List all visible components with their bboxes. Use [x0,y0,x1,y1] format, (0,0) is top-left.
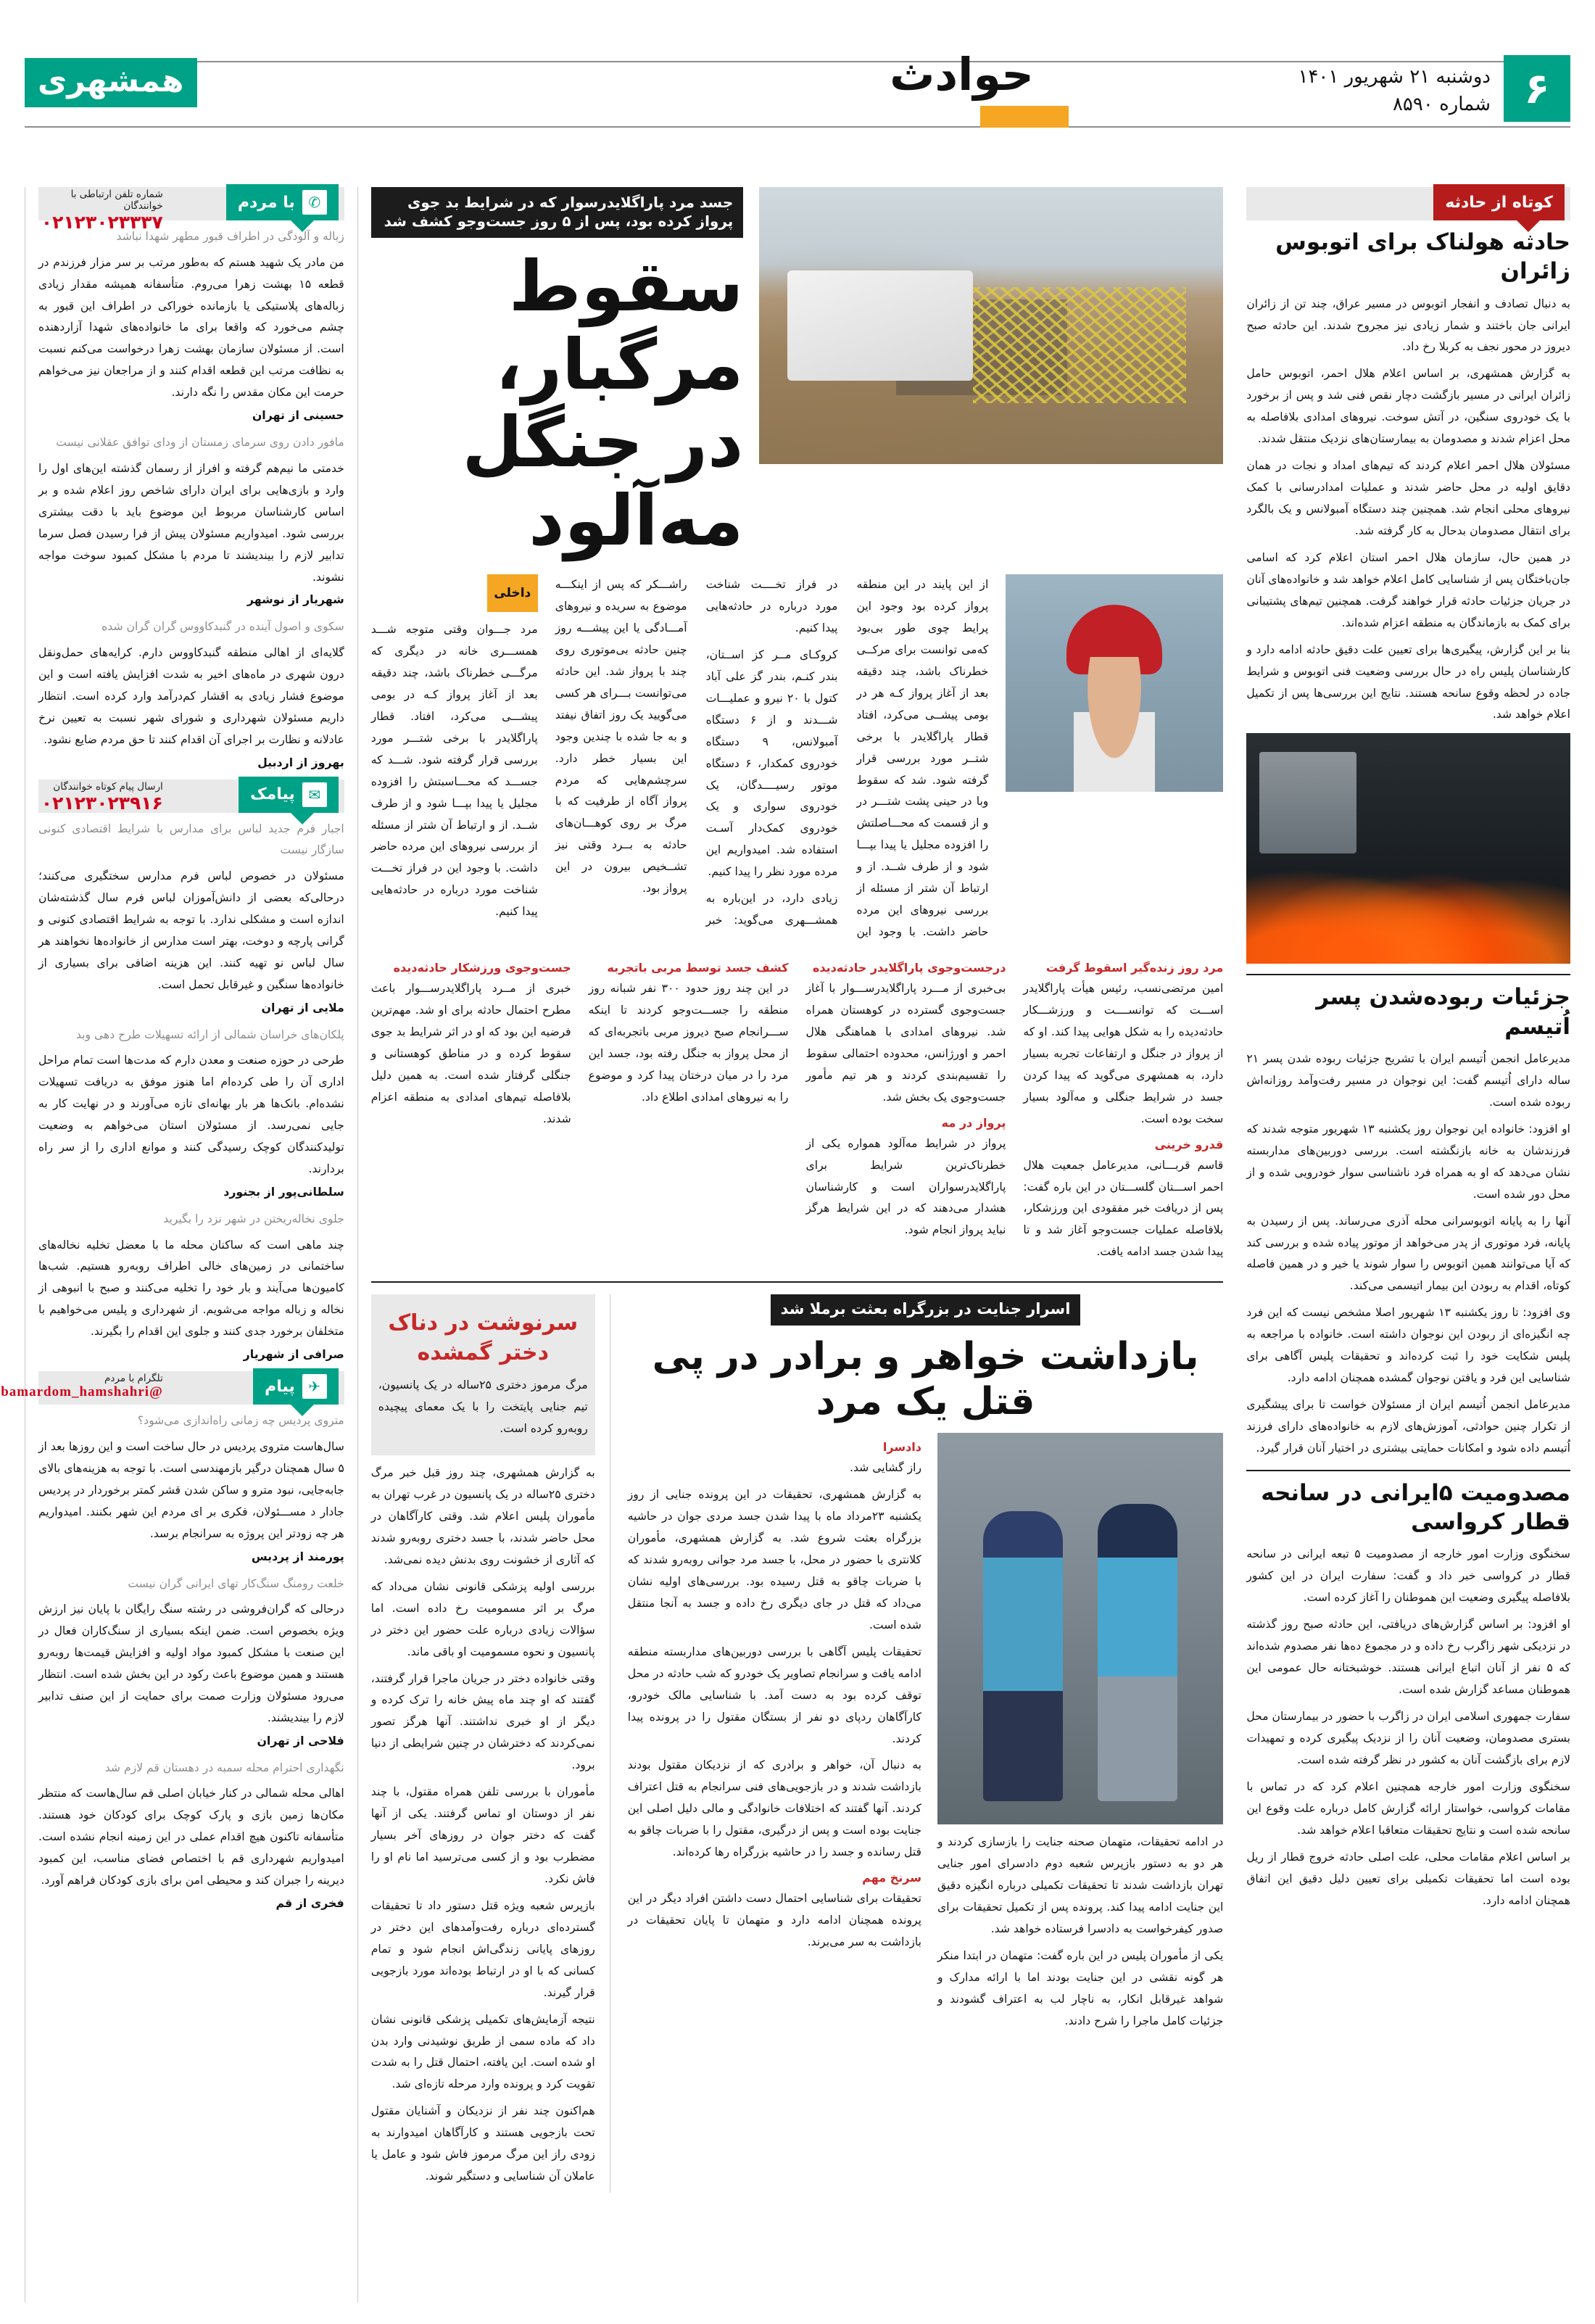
murder-story-lead [628,1457,921,1864]
paragraph: مأموران با بررسی تلفن همراه مقتول، با چند نفر از دوستان او تماس گرفتند. یکی از آنها گفت که دختر جوان در روزهای آخر بسیار مضطرب بود و از کسی می‌ترسید اما نام او را فاش نکرد. [370,1785,595,1885]
message-contact [1,1373,163,1401]
reader-item-lead: جلوی نخاله‌ریختن در شهر نزد را بگیرید [163,1212,344,1225]
paragraph: سخنگوی وزارت امور خارجه از مصدومیت ۵ تبعه ایرانی در سانحه قطار در کرواسی خبر داد و گفت: سفارت ایران در این کشور بلافاصله پیگیری وضعیت این هموطنان را آغاز کرده است. [1246,1547,1570,1605]
suspects-photo [937,1433,1223,1824]
paragraph: مرگ مرموز دختری ۲۵ساله در یک پانسیون، تیم جنایی پایتخت را با یک معمای پیچیده روبه‌رو کرده است. [378,1378,588,1436]
readers-block-message [1,1371,344,1911]
subhead-4-body [371,978,571,1130]
reader-item-body: سال‌هاست متروی پردیس در حال ساخت است و این روزها بعد از ۵ سال همچنان درگیر بازمهندسی است. با توجه به هزینه‌های بالای جابه‌جایی، نبود مترو و ساکن شدن قشر کمتر برخوردار در پردیس جادار د مســـئولان، فکری بر ای مردم این شهر بکنند. امیدواریم هر چه زودتر این پروژه به سرانجام برسد. [38,1439,344,1540]
column-left [1236,187,1570,2302]
reader-item-body: اهالی محله شمالی در کنار خیابان اصلی قم سال‌هاست که منتظر مکان‌ها زمین بازی و پارک کوچک برای کودکان خود هستند. متأسفانه تاکنون هیچ اقدام عملی در این زمینه انجام نشده است. امیدواریم شهرداری قم با اختصاص فضای مناسب، این کمبود دیرینه را جبران کند و محیطی امن برای بازی کودکان فراهم آورد. [38,1787,344,1887]
section-title-underline [980,106,1069,128]
murder-story-subhead: سرنخ مهم [862,1871,921,1885]
paragraph: زیادی دارد، در این‌باره به همشـــهری می‌گوید: خبر راشـــکر که پس از اینکـــه موضوع به سریده و نیروهای آمـــادگی یا این پیشـــه روز چنین حادثه بی‌موتوری روی چند با پرواز شد. این حادثه می‌توانست بـــرای هر کسی می‌گویید یک روز اتفاق نیفتد و به جا شده با چندین وجود این بسیار خطر دارد. سرچشم‌هایی که مردم پرواز آگاه از طرفیت که با مرگ بر روی کوهـــان‌های حادثه به بــرد وقتی نیز تشــخیص بیرون در این پرواز بود. [555,578,838,927]
reader-item-body: طرحی در حوزه صنعت و معدن دارم که مدت‌ها است تمام مراحل اداری آن را طی کرده‌ام اما هنوز موفق به دریافت تسهیلات نشده‌ام. بانک‌ها هر بار بهانه‌ای تازه می‌آورند و در نهایت کار به جایی نمی‌رسد. از مسئولان استان می‌خواهم به وضعیت تولیدکنندگان کوچک رسیدگی کنند و موانع اداری را از سر راه بردارند. [38,1054,344,1175]
tag-with-people [226,184,339,220]
reader-item-lead: متروی پردیس چه زمانی راه‌اندازی می‌شود؟ [137,1414,344,1428]
missing-girl-body [371,1463,595,2188]
subhead-5: قدرو خرینی [1154,1137,1224,1151]
left-article-3-title: مصدومیت ۵ایرانی در سانحه قطار کرواسی [1261,1479,1570,1536]
reader-item-body: خدمتی ما نیم‌هم گرفته و افراز از رسمان گذشته این‌های اول را وارد و بازی‌هایی برای ایران دارای شاخص روز اعلام شده و بر اساس کارشناسان مربوط این موضوع باید با دقت بیشتری بررسی شود. امیدواریم مسئولان پیش از فرا رسیدن فصل سرما تدابیر لازم را بیندیشند تا مردم با مشکل کمبود سوخت مواجه نشوند. [38,461,344,584]
reader-item-signature: بهروز از اردبیل [257,755,344,769]
paragraph: کروکـای مــر کز اســتان، بندر کنـم، بندر گز علی آباد کتول با ۲۰ نیرو‌ و عملیـــات شـــدند و از ۶ دستگاه آمبولانس، ۹ دستگاه خودروی کمکدار، ۶ دستگاه موتور رسیــــدگان، یک خودروی سواری و یک خودروی کمک‌دار آسـت استفاده شد. امیدواریم این مرده مورد نظر را پیدا کنیم. [705,648,838,879]
telegram-icon: ✈ [302,1374,327,1399]
reader-item [38,432,344,606]
paragraph: نتیجه آزمایش‌های تکمیلی پزشکی قانونی نشان داد که ماده سمی از طریق نوشیدنی وارد بدن او شده است. این یافته، احتمال قتل را به شدت تقویت کرد و پرونده وارد مرحله تازه‌ای شد. [370,2012,595,2091]
left-article-1-title: حادثه هولناک برای اتوبوس زائران [1275,229,1570,285]
paragraph: خبری از مــرد پاراگلایدرســـوار باعث مطرح احتمال حادثه برای او شد. مهم‌ترین فرضیه این بود که او در اثر شرایط بد جوی سقوط کرده و در مناطق کوهستانی و جنگلی گرفتار شده است. به همین دلیل بلافاصله تیم‌های امدادی به منطقه اعزام شدند. [370,982,571,1125]
reader-item-lead: خلعت رومنگ سنگ‌کار تهای ایرانی گران نیست [128,1576,344,1590]
paragraph: سفارت جمهوری اسلامی ایران در زاگرب با حضور در بیمارستان محل بستری مصدومان، وضعیت آنان را از نزدیک پیگیری کرده و تمهیدات لازم برای بازگشت آنان به کشور در نظر گرفته شده است. [1246,1710,1570,1766]
missing-girl-story [371,1294,610,2193]
paragraph: بر اساس اعلام مقامات محلی، علت اصلی حادثه خروج قطار از ریل بوده است اما تحقیقات تکمیلی برای تعیین دلیل دقیق این اتفاق همچنان ادامه دارد. [1246,1850,1570,1907]
paragraph: از این پایند در این منطقه پرواز کرده بود وجود این پرایط چوی طور بی‌بود که‌می توانست برای مرکــی خطرناک باشد، چند دقیقه بعد از آغاز پرواز کـه هر در بومی پیشــی می‌کرد، افتاد قطار پاراگلایدر با برخی شتــر مورد بررسی قرار گرفته شود. شد که سقوط وبا در حینی پشت شتـــر در و از قسمت که محـــاصلتش را افزوده مجلیل یا پیدا بپـــا شود و از طرف شــد. از و ارتباط آن شتر از مسئله از بررسی نیروهای این مرده حاضر داشت. با وجود این در فراز تخــــت شناخت مورد درباره در حادثه‌هایی پیدا کنیم. [705,578,989,939]
paragraph: او افزود: خانواده این نوجوان روز یکشنبه ۱۳ شهریور متوجه شدند که فرزندشان به خانه بازنگشته است. بررسی دوربین‌های مداربسته نشان می‌دهد که او به همراه فرد ناشناسی سوار خودرویی شده و از محل دور شده است. [1246,1122,1570,1201]
paragraph: بررسی اولیه پزشکی قانونی نشان می‌داد که مرگ بر اثر مسمومیت رخ داده است. اما سؤالات زیادی درباره علت حضور این دختر در پانسیون و نحوه مسمومیت او باقی ماند. [370,1579,595,1658]
reader-item-signature: ملایی از تهران [261,1000,344,1014]
left-article-1-body [1246,294,1570,727]
contact-label: شماره تلفن ارتباطی با خوانندگان [70,189,163,212]
paragraph: مدیرعامل انجمن اُتیسم ایران با تشریح جزئیات ربوده شدن پسر ۲۱ ساله دارای اُتیسم گفت: این نوجوان در مسیر رفت‌وآمد روزانه‌اش ربوده شده است. [1246,1052,1570,1109]
tag-sms [239,777,339,813]
reader-item-lead: نگهداری احترام محله سمبه در دهستان قم لازم شد [104,1761,344,1774]
subhead-3-body [589,978,789,1109]
section-title: حوادث [890,48,1034,101]
reader-item-lead: سکوی و اصول آینده در گنبدکاووس گران گران شده [102,620,344,634]
paragraph: بازپرس شعبه ویژه قتل دستور داد تا تحقیقات گسترده‌ای درباره رفت‌وآمدهای این دختر در روزهای پایانی زندگی‌اش انجام شود و تمام کسانی که با او در ارتباط بوده‌اند مورد بازجویی قرار گیرند. [370,1898,595,1999]
contact-number: ۰۲۱۲۳۰۲۳۳۳۷ [41,212,163,233]
contact-label: تلگرام با مردم [104,1373,163,1385]
paragraph: بنا بر این گزارش، پیگیری‌ها برای تعیین علت دقیق حادثه ادامه دارد و کارشناسان پلیس راه در حال بررسی وضعیت فنی اتوبوس و شرایط جاده در لحظه وقوع سانحه هستند. نتایج این بررسی‌ها پس از تکمیل اعلام خواهد شد. [1246,642,1570,721]
left-article-3 [1246,1479,1570,1912]
divider [371,1281,1224,1283]
victim-portrait-photo [1006,574,1223,792]
paragraph: سخنگوی وزارت امور خارجه همچنین اعلام کرد که در تماس با مقامات کرواسی، خواستار ارائه گزارش کامل درباره علت وقوع این سانحه شده است و نتایج تحقیقات متعاقبا اعلام خواهد شد. [1246,1779,1570,1837]
column-middle [357,187,1237,2302]
main-story-headline [371,248,744,560]
main-story-caption: جسد مرد پاراگلایدرسوار که در شرایط بد جوی پرواز کرده بود، پس از ۵ روز جست‌وجو کشف شد [371,187,744,238]
issue-info [1298,64,1491,118]
paragraph: مدیرعامل انجمن اُتیسم ایران از مسئولان خواست تا برای پیشگیری از تکرار چنین حوادثی، آموزش‌های لازم به خانواده‌های دارای فرزند اُتیسم داده شود و امکانات حمایتی بیشتری در اختیار آنان قرار گیرد. [1246,1398,1570,1455]
reader-item-signature: شهریار از نوشهر [246,592,344,607]
paragraph: قاسم قربـــانی، مدیرعامل جمعیت هلال احمر اســـتان گلســـتان در این باره گفت: پس از دریافت خبر مفقودی این ورزشکار، بلافاصله عملیات جست‌وجو آغاز شد و تا پیدا شدن جسد ادامه یافت. [1023,1158,1224,1259]
reader-item-signature: حسینی از تهران [252,408,344,423]
paragraph: به دنبال آن، خواهر و برادری که از نزدیکان مقتول بودند بازداشت شدند و در بازجویی‌های فنی سرانجام به قتل اعتراف کردند. آنها گفتند که اختلافات خانوادگی و مالی دلیل اصلی این جنایت بوده است و پس از درگیری، مقتول را با ضربات چاقو به قتل رسانده و جسد را در حاشیه بزرگراه رها کرده‌اند. [627,1758,921,1859]
paragraph: آنها را به پایانه اتوبوسرانی محله آذری می‌رساند. پس از رسیدن به پایانه، فرد موتوری از پدر می‌خواهد از موتور پیاده شده و بررسی کند که آیا می‌توانند همین اتوبوس را سوار شوند یا خیر و در همین فاصله کوتاه، اقدام به ربودن این بیمار اتیسمی می‌کند. [1246,1214,1570,1293]
brand-logo: همشهری [25,58,197,107]
reader-item-signature: فخری از قم [276,1896,344,1911]
reader-item [38,1209,344,1361]
headline-line-2: در جنگل مه‌آلود [462,402,744,561]
readers-block-with-people [38,187,344,769]
masthead-rule-top [25,61,1570,62]
message-tagbar [1,1371,344,1405]
reader-item [38,1758,344,1910]
telegram-handle[interactable]: @bamardom_hamshahri [1,1384,163,1400]
murder-story-body-left [937,1832,1223,2032]
page-grid [1,187,1570,2302]
subhead-1: مرد روز زنده‌گیر اسقوط گرفت [1045,961,1224,975]
reader-item-body: درحالی که گران‌فروشی در رشته سنگ رایگان با پایان نیز ارزش ویژه بخصوص است. ضمن اینکه بسیاری از سنگ‌کاران فعال در این صنعت با مشکل کمبود مواد اولیه و افزایش قیمت‌ها روبه‌رو هستند و همین موضوع باعث رکود در این بخش شده است. انتظار می‌رود مسئولان وزارت صمت برای حمایت از این صنف تدابیر لازم را بیندیشند. [38,1603,344,1724]
column-right [1,187,357,2302]
with-people-tagbar [38,187,344,233]
subhead-6-body [806,1133,1006,1242]
tag-message [253,1368,339,1405]
paragraph: به گزارش همشهری، بر اساس اعلام هلال احمر، اتوبوس حامل زائران ایرانی در مسیر بازگشت دچار نقص فنی شد و پس از برخورد با یک خودروی سنگین، در آتش سوخت. نیروهای امدادی بلافاصله به محل اعزام شدند و مصدومان به بیمارستان‌های نزدیک منتقل شدند. [1246,367,1570,446]
paragraph: بی‌خبری از مـــرد پاراگلایدرســـوار با آغاز جست‌وجوی گسترده در کوهستان همراه شد. نیروهای امدادی با هماهنگی هلال احمر و اورژانس، محدوده احتمالی سقوط را تقسیم‌بندی کردند و هر تیم مأمور جست‌وجوی یک بخش شد. [805,982,1006,1104]
reader-item-signature: سلطانی‌پور از بجنورد [223,1184,344,1199]
murder-story-body-right [628,1888,921,1953]
short-news-tagbar [1246,187,1570,220]
main-story-lead [371,619,538,923]
tag-label: با مردم [237,193,295,212]
subhead-2-body [806,978,1006,1109]
reader-item-lead: زباله و آلودگی در اطراف قبور مطهر شهدا نباشد [116,230,344,243]
paragraph: وقتی خانواده دختر در جریان ماجرا قرار گرفتند، گفتند که او چند ماه پیش خانه را ترک کرده و دیگر از او خبری نداشتند. آنها هرگز تصور نمی‌کردند که دخترشان در چنین شرایطی از دنیا برود. [370,1671,595,1772]
paragraph: به گزارش همشهری، تحقیقات در این پرونده جنایی از روز یکشنبه ۲۳مرداد ماه با پیدا شدن جسد مردی جوان در حاشیه بزرگراه بعثت شروع شد. به گزارش همشهری، مأموران کلانتری با حضور در محل، با جسد مرد جوانی روبه‌رو شدند که با ضربات چاقو به قتل رسیده بود. بررسی‌های اولیه نشان می‌داد که قتل در جای دیگری رخ داده و جسد به آنجا منتقل شده است. [627,1488,921,1632]
subhead-1-body [1023,978,1223,1130]
reader-item-body: من مادر یک شهید هستم که به‌طور مرتب بر سر مزار فرزندم در قطعه ۱۵ بهشت زهرا می‌روم. متأسفانه همیشه مقدار زیادی زباله‌های پلاستیکی یا بازمانده خوراکی در اطراف این قبور به چشم می‌خورد که واقعا برای ما خانواده‌های شهدا آزاردهنده است. از مسئولان سازمان بهشت زهرا درخواست می‌کنم نسبت به نظافت مرتب این قطعه اقدام کنند و از مراجعان نیز می‌خواهم حرمت این مکان مقدس را نگه دارند. [38,255,344,400]
paragraph: یکی از مأموران پلیس در این باره گفت: متهمان در ابتدا منکر هر گونه نقشی در این جنایت بودند اما با ارائه مدارک و شواهد غیرقابل انکار، به ناچار لب به اعتراف گشودند و جزئیات کامل ماجرا را شرح دادند. [937,1948,1224,2027]
main-story-photo [759,187,1223,464]
fire-photo [1246,733,1570,964]
subhead-2: درجست‌وجوی پاراگلایدر حادثه‌دیده [812,961,1006,975]
newspaper-page [0,45,1595,2324]
subhead-3: کشف جسد توسط مربی باتجربه [607,961,789,975]
left-article-2-title: جزئیات ربوده‌شدن پسر اُتیسم [1316,984,1570,1040]
publication-date: دوشنبه ۲۱ شهریور ۱۴۰۱ [1298,66,1491,88]
reader-item-body: گلایه‌ای از اهالی منطقه گنبدکاووس دارم. کرایه‌های حمل‌ونقل درون شهری در ماه‌های اخیر به شدت افزایش یافته است و این موضوع فشار زیادی به اقشار کم‌درآمد وارد کرده است. انتظار داریم مسئولان شهرداری و شورای شهر نسبت به تعیین نرخ عادلانه و نظارت بر اجرای آن اقدام کنند تا حق مردم ضایع نشود. [38,646,344,746]
paragraph: او افزود: بر اساس گزارش‌های دریافتی، این حادثه صبح روز گذشته در نزدیکی شهر زاگرب رخ داده و در مجموع ده‌ها نفر مصدوم شده‌اند که ۵ نفر از آنان اتباع ایرانی هستند. خوشبختانه حال عمومی این هموطنان مساعد گزارش شده است. [1246,1618,1570,1697]
reader-item [38,1025,344,1199]
contact-label: ارسال پیام کوتاه خوانندگان [53,780,163,793]
paragraph: راز گشایی شد. [850,1461,921,1475]
paragraph: تحقیقات برای شناسایی احتمال دست داشتن افراد دیگر در این پرونده همچنان ادامه دارد و متهمان تا پایان تحقیقات در بازداشت به سر می‌برند. [627,1892,921,1949]
tag-short-news [1433,184,1565,220]
issue-number: شماره ۸۵۹۰ [1392,93,1491,115]
reader-item-signature: پورمند از پردیس [251,1549,344,1563]
subhead-6: پرواز در مه [941,1115,1006,1130]
reader-item-lead: پلکان‌های خراسان شمالی از ارائه تسهیلات طرح دهی وبد [76,1027,344,1041]
sms-tagbar [38,780,344,813]
divider [1246,974,1570,975]
left-article-1 [1246,228,1570,964]
murder-story-tag: دادسرا [882,1440,921,1455]
divider [1246,1470,1570,1471]
left-article-2-body [1246,1049,1570,1460]
reader-item [38,1410,344,1563]
reader-item [38,226,344,422]
paragraph: به دنبال تصادف و انفجار اتوبوس در مسیر عراق، چند تن از زائران ایرانی جان باختند و شمار زیادی نیز مجروح شدند. این حادثه صبح دیروز در محور نجف به کربلا رخ داد. [1246,297,1570,354]
byline-badge: داخلی [487,574,538,612]
reader-item [38,616,344,769]
tag-label: پیام [265,1377,295,1396]
left-article-3-body [1246,1544,1570,1911]
readers-block-sms [38,780,344,1361]
tag-label: کوتاه از حادثه [1445,193,1553,212]
missing-girl-header [371,1294,595,1455]
paragraph: امین مرتضی‌نسب، رئیس هیأت پاراگلایدر اســـت که توانســــت و ورزشـــکار حادثه‌دیده را به شکل هوایی پیدا کند. او که از پرواز در جنگل و ارتفاعات تجربه بسیار دارد، به همشهری می‌گوید که پیدا کردن جسد در شرایط جنگلی و مه‌آلود بسیار سخت بوده است. [1023,982,1224,1125]
contact-number: ۰۲۱۲۳۰۲۳۹۱۶ [41,792,163,814]
main-story-intro-columns [555,574,989,943]
page-number: ۶ [1504,55,1570,122]
missing-girl-lead [378,1375,588,1440]
main-story [371,187,1224,1268]
reader-item-signature: فلاحی از تهران [257,1733,344,1748]
subhead-5-body [1023,1155,1223,1264]
phone-icon: ✆ [302,190,327,215]
reader-item-signature: صرافی از شهریار [243,1347,344,1362]
missing-girl-headline: سرنوشت در دناک دختر گمشده [388,1310,579,1365]
reader-item-lead: مافور دادن روی سرمای زمستان از ودای توافق عقلانی نیست [56,436,344,450]
reader-item [38,819,344,1014]
murder-story [628,1294,1224,2193]
paragraph: در همین حال، سازمان هلال احمر استان اعلام کرد که اسامی جان‌باختگان پس از شناسایی کامل اعلام خواهد شد و خانواده‌های آنان در جریان جزئیات حادثه قرار خواهند گرفت. همچنین تیم‌های پشتیبانی برای کمک به بازماندگان به منطقه اعزام شده‌اند. [1246,550,1570,629]
paragraph: مسئولان هلال احمر اعلام کردند که تیم‌های امداد و نجات در همان دقایق اولیه در محل حاضر شدند و عملیات امدادرسانی با کمک نیروهای محلی انجام شد. همچنین چند دستگاه آمبولانس و یک بالگرد برای انتقال مصدومان بدحال به کار گرفته شد. [1246,459,1570,537]
paragraph: مرد جـــوان وقتی متوجه شـــد همســـر‌ی خانه در دیگری که مرگـــی خطرناک باشد، چند دقیقه بعد از آغاز پرواز کـه در بومی پیشـــی می‌کرد، افتاد. قطار پاراگلایدر با برخی شتـــر مورد بررسی قرار گرفته شود. شـــد که جســـد که محـــاسبتش را افزوده مجلیل یا پیدا بپـــا شود و از طرف شــد. از و ارتباط آن شتر از مسئله از بررسی نیروهای این مرده حاضر داشت. با وجود این در فراز تخـــت شناخت مورد درباره در حادثه‌هایی پیدا کنیم. [370,623,538,919]
murder-story-headline: بازداشت خواهر و برادر در پی قتل یک مرد [652,1334,1199,1423]
subhead-4: جست‌وجوی ورزشکار حادثه‌دیده [393,961,571,975]
paragraph: هم‌اکنون چند نفر از نزدیکان و آشنایان مقتول تحت بازجویی هستند و کارآگاهان امیدوارند به زودی راز این مرگ مرموز فاش شود و عامل یا عاملان آن شناسایی و دستگیر شوند. [370,2104,595,2183]
murder-story-kicker: اسرار جنایت در بزرگراه بعثت برملا شد [771,1294,1081,1325]
paragraph: در این چند روز حدود ۳۰۰ نفر شبانه روز منطقه را جســـت‌وجو کردند تا اینکه ســـرانجام صبح دیروز مربی باتجربه‌ای که از محل پرواز به جنگل رفته بود، جسد این مرد را در میان درختان پیدا کرد و موضوع را به نیروهای امدادی اطلاع داد. [588,982,789,1104]
sms-contact [41,781,163,814]
reader-item-body: چند ماهی است که ساکنان محله ما با معضل تخلیه نخاله‌های ساختمانی در زمین‌های خالی اطراف روبه‌رو هستیم. شب‌ها کامیون‌ها می‌آیند و بار خود را تخلیه می‌کنند و صبح با انبوهی از نخاله و زباله مواجه می‌شویم. از شهرداری و پلیس می‌خواهیم با متخلفان برخورد جدی کنند و جلوی این اقدام را بگیرند. [38,1238,344,1339]
paragraph: تحقیقات پلیس آگاهی با بررسی دوربین‌های مداربسته منطقه ادامه یافت و سرانجام تصاویر یک خودرو که شب حادثه در محل توقف کرده بود به دست آمد. با شناسایی مالک خودرو، کارآگاهان ردپای دو نفر از بستگان مقتول را در پرونده پیدا کردند. [627,1645,921,1745]
section-title-wrap [890,48,1034,101]
tag-label: پیامک [250,785,295,804]
masthead [25,45,1570,139]
paragraph: وی افزود: تا روز یکشنبه ۱۳ شهریور اصلا مشخص نیست که این فرد چه انگیزه‌ای از ربودن این نوجوان داشته است. خانواده با مراجعه به پلیس شکایت خود را ثبت کرده‌اند و تحقیقات پلیس آگاهی برای شناسایی این فرد و یافتن نوجوان گمشده همچنان ادامه دارد. [1246,1306,1570,1385]
left-article-2 [1246,983,1570,1459]
masthead-rule-bottom [25,126,1570,128]
paragraph: در ادامه تحقیقات، متهمان صحنه جنایت را بازسازی کردند و هر دو به دستور بازپرس شعبه دوم دادسرای امور جنایی تهران بازداشت شدند تا تحقیقات تکمیلی درباره انگیزه دقیق این جنایت ادامه پیدا کند. پرونده پس از تکمیل تحقیقات برای صدور کیفرخواست به دادسرا فرستاده خواهد شد. [937,1835,1224,1936]
reader-item-body: مسئولان در خصوص لباس فرم مدارس سختگیری می‌کنند؛ درحالی‌که بعضی از دانش‌آموزان لباس فرم سال گذشته‌شان اندازه است و مشکلی ندارد. با توجه به شرایط اقتصادی کنونی و گرانی پارچه و دوخت، بهتر است مدارس از خانواده‌ها نخواهند هر سال لباس نو تهیه کنند. این هزینه اضافی برای بسیاری از خانواده‌ها سنگین و غیرقابل تحمل است. [38,869,344,991]
with-people-contact [38,189,163,233]
paragraph: به گزارش همشهری، چند روز قبل خبر مرگ دختری ۲۵ساله در یک پانسیون در غرب تهران به مأموران پلیس اعلام شد. وقتی کارآگاهان در محل حاضر شدند، با جسد دختری روبه‌رو شدند که آثاری از خشونت روی بدنش دیده نمی‌شد. [370,1466,595,1566]
headline-line-1: سقوط مرگبار، [495,246,744,405]
reader-item-lead: اجبار فرم جدید لباس برای مدارس با شرایط اقتصادی کنونی سازگار نیست [38,822,344,857]
reader-item [38,1574,344,1748]
envelope-icon: ✉ [302,782,327,807]
paragraph: پرواز در شرایط مه‌آلود همواره یکی از خطرناک‌ترین شرایط برای پاراگلایدرسواران است و کارشناسان هشدار می‌دهند که در این شرایط هرگز نباید پرواز انجام شود. [805,1136,1006,1237]
